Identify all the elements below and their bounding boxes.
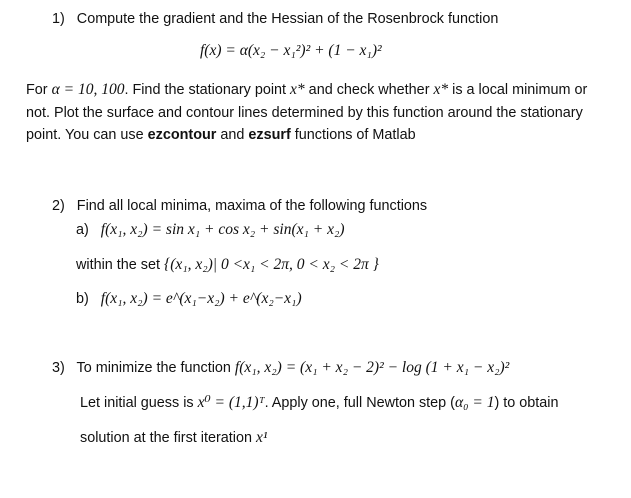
domain-set: {(x₁, x₂)| 0 <x₁ < 2π, 0 < x₂ < 2π } bbox=[164, 256, 379, 273]
problem-2a bbox=[76, 220, 345, 240]
problem-1-heading bbox=[52, 9, 498, 29]
problem-2-heading bbox=[52, 196, 427, 216]
problem-1-paragraph-line-2: not. Plot the surface and contour lines determined by this function around the stationary bbox=[26, 105, 583, 121]
alpha-values: α = 10, 100 bbox=[51, 81, 125, 98]
first-iterate: x¹ bbox=[255, 429, 268, 446]
part-a-label: a) bbox=[76, 222, 89, 238]
problem-1-number: 1) bbox=[52, 11, 65, 27]
problem-1-paragraph-line-3: point. You can use ezcontour and ezsurf functions of Matlab bbox=[26, 127, 416, 143]
step-size: α₀ = 1 bbox=[454, 394, 495, 411]
initial-guess: x⁰ = (1,1)ᵀ bbox=[197, 394, 265, 411]
objective-equation: f(x₁, x₂) = (x₁ + x₂ − 2)² − log (1 + x₁ − x₂)² bbox=[234, 359, 510, 376]
problem-3-solution: solution at the first iteration x¹ bbox=[80, 429, 268, 446]
problem-2b bbox=[76, 289, 302, 309]
part-b-label: b) bbox=[76, 291, 89, 307]
ezsurf-keyword: ezsurf bbox=[248, 127, 291, 143]
x-star: x* bbox=[433, 81, 449, 98]
x-star: x* bbox=[290, 81, 305, 98]
rosenbrock-equation: f(x) = α(x₂ − x₁²)² + (1 − x₁)² bbox=[200, 42, 382, 59]
ezcontour-keyword: ezcontour bbox=[147, 127, 217, 143]
problem-2-heading-text: Find all local minima, maxima of the following functions bbox=[76, 198, 428, 214]
problem-1-heading-text: Compute the gradient and the Hessian of the Rosenbrock function bbox=[76, 11, 499, 27]
part-b-equation: f(x₁, x₂) = e^(x₁−x₂) + e^(x₂−x₁) bbox=[100, 290, 302, 307]
problem-3-heading: 3) To minimize the function f(x₁, x₂) = (x₁ + x₂ − 2)² − log (1 + x₁ − x₂)² bbox=[52, 359, 510, 376]
problem-2a-domain: within the set {(x₁, x₂)| 0 <x₁ < 2π, 0 < x₂ < 2π } bbox=[76, 256, 379, 273]
problem-1-paragraph-line-1: For α = 10, 100. Find the stationary point x* and check whether x* is a local minimum or bbox=[26, 81, 588, 98]
part-a-equation: f(x₁, x₂) = sin x₁ + cos x₂ + sin(x₁ + x₂) bbox=[100, 221, 345, 238]
problem-3-number: 3) bbox=[52, 360, 65, 376]
problem-2-number: 2) bbox=[52, 198, 65, 214]
problem-3-initial-guess: Let initial guess is x⁰ = (1,1)ᵀ. Apply one, full Newton step (α₀ = 1) to obtain bbox=[80, 394, 559, 411]
